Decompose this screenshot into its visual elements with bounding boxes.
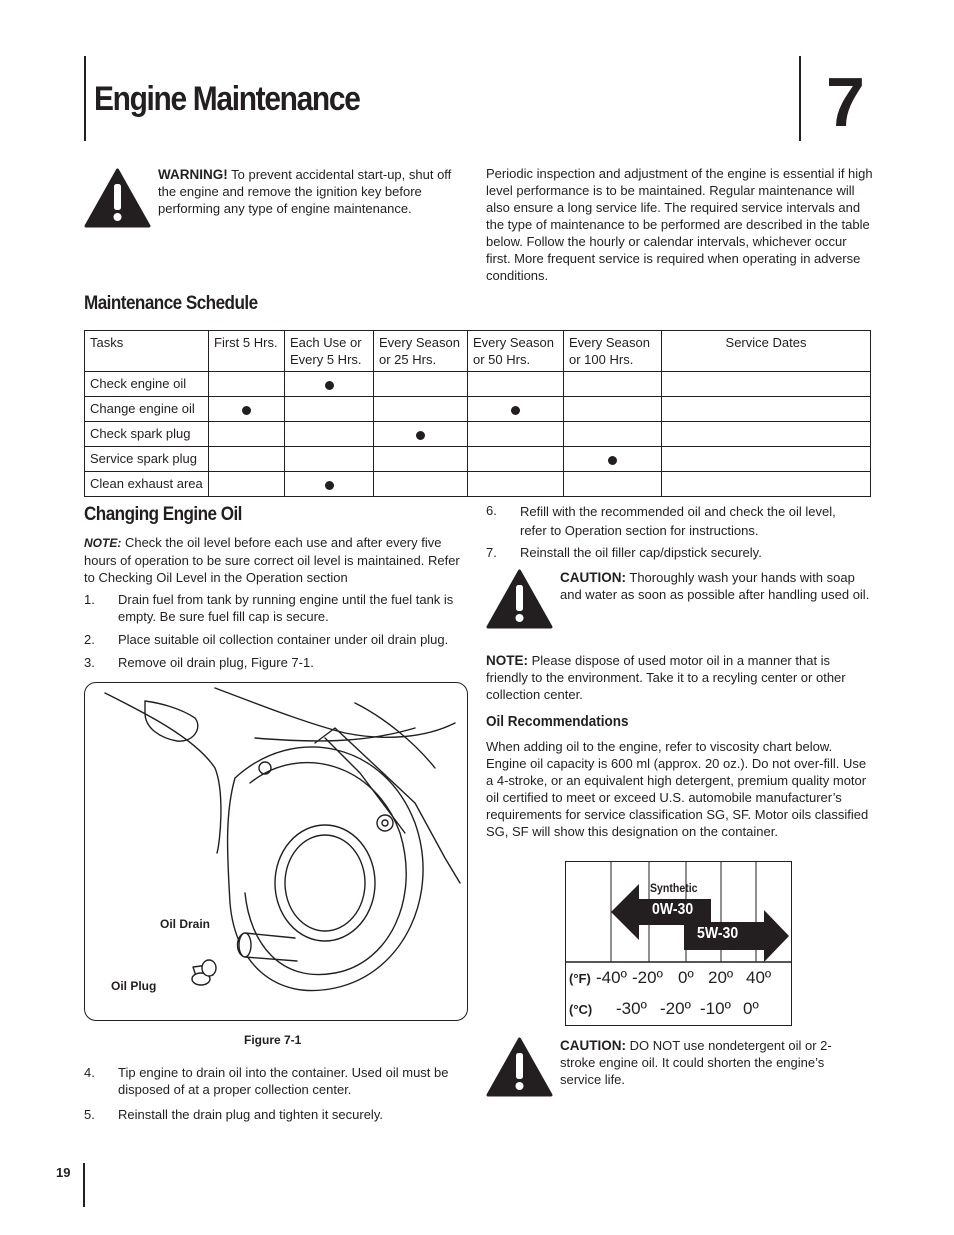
- column-header: Service Dates: [662, 331, 871, 372]
- schedule-cell: [209, 422, 285, 447]
- column-header: Every Season or 25 Hrs.: [374, 331, 468, 372]
- fahrenheit-label: (°F): [569, 971, 591, 986]
- oil-0w30-label: 0W-30: [652, 901, 694, 918]
- changing-oil-heading: Changing Engine Oil: [84, 504, 242, 525]
- figure-caption: Figure 7-1: [244, 1033, 302, 1047]
- caution-text: CAUTION: DO NOT use nondetergent oil or 2-stroke engine oil. It could shorten the engine’s service life.: [560, 1038, 832, 1087]
- service-date-cell: [662, 372, 871, 397]
- service-date-cell: [662, 472, 871, 497]
- service-date-cell: [662, 422, 871, 447]
- scheduled-dot: [242, 406, 251, 415]
- note-label: NOTE:: [84, 536, 122, 550]
- schedule-cell: [209, 372, 285, 397]
- column-header: Every Season or 100 Hrs.: [564, 331, 662, 372]
- step-item: 4. Tip engine to drain oil into the container. Used oil must be disposed of at a proper collection center.: [84, 1065, 449, 1097]
- engine-illustration: [85, 683, 467, 1020]
- note-label: NOTE:: [486, 653, 528, 668]
- warning-icon: [84, 168, 151, 228]
- page-title: Engine Maintenance: [94, 80, 360, 118]
- column-header: Every Season or 50 Hrs.: [468, 331, 564, 372]
- task-cell: Check engine oil: [85, 372, 209, 397]
- scheduled-dot: [511, 406, 520, 415]
- schedule-cell: [374, 447, 468, 472]
- schedule-cell: [285, 447, 374, 472]
- schedule-cell: [564, 372, 662, 397]
- task-cell: Change engine oil: [85, 397, 209, 422]
- table-row: [85, 422, 871, 447]
- fahrenheit-tick: 0º: [678, 968, 694, 987]
- schedule-cell: [468, 422, 564, 447]
- disposal-note: NOTE: Please dispose of used motor oil in a manner that is friendly to the environment. Take it to a recyling center or other collection center.: [486, 653, 846, 702]
- fahrenheit-tick: -40º: [596, 968, 627, 987]
- service-date-cell: [662, 447, 871, 472]
- maintenance-schedule-table: [84, 330, 871, 497]
- step-item: 2. Place suitable oil collection container under oil drain plug.: [84, 632, 449, 647]
- celsius-tick: -20º: [660, 999, 691, 1018]
- page-number: 19: [56, 1165, 71, 1180]
- celsius-tick: -30º: [616, 999, 647, 1018]
- table-row: [85, 372, 871, 397]
- schedule-heading: Maintenance Schedule: [84, 293, 258, 314]
- oil-recommendations-text: When adding oil to the engine, refer to viscosity chart below. Engine oil capacity is 600 ml (approx. 20 oz.). Do not over-fill. Use a 4-stroke, or an equivalent high detergent, premium quality motor oil certified to meet or exceed U.S. automobile manufacturer’s requirements for service classification SG, SF. Motor oils classified SG, SF will show this designation on the container.: [486, 739, 869, 839]
- header-rule-right: [799, 56, 801, 141]
- viscosity-chart: [565, 861, 792, 1026]
- step-item: 5. Reinstall the drain plug and tighten it securely.: [84, 1107, 383, 1122]
- schedule-cell: [468, 447, 564, 472]
- caution-label: CAUTION:: [560, 1038, 626, 1053]
- schedule-cell: [209, 472, 285, 497]
- table-row: [85, 397, 871, 422]
- schedule-cell: [468, 372, 564, 397]
- table-header-row: [85, 331, 871, 372]
- fahrenheit-tick: 40º: [746, 968, 772, 987]
- schedule-cell: [374, 372, 468, 397]
- oil-plug-label: Oil Plug: [111, 979, 157, 993]
- schedule-cell: [468, 397, 564, 422]
- celsius-label: (°C): [569, 1002, 593, 1017]
- column-header: Each Use or Every 5 Hrs.: [285, 331, 374, 372]
- scheduled-dot: [608, 456, 617, 465]
- intro-paragraph: Periodic inspection and adjustment of the engine is essential if high level performance is to be maintained. Regular maintenance will also ensure a long service life. The required service intervals and the type of maintenance to be performed are described in the table below. Follow the hourly or calendar intervals, whichever occur first. More frequent service is required when operating in adverse conditions.: [486, 166, 873, 283]
- schedule-cell: [209, 447, 285, 472]
- footer-rule: [83, 1163, 85, 1207]
- warning-label: WARNING!: [158, 167, 228, 182]
- celsius-tick: 0º: [743, 999, 759, 1018]
- table-row: [85, 472, 871, 497]
- oil-5w30-label: 5W-30: [697, 925, 739, 942]
- caution-icon: [486, 1037, 553, 1097]
- schedule-cell: [564, 472, 662, 497]
- scheduled-dot: [325, 481, 334, 490]
- step-item: 7. Reinstall the oil filler cap/dipstick securely.: [486, 545, 762, 560]
- caution-text: CAUTION: Thoroughly wash your hands with soap and water as soon as possible after handling used oil.: [560, 570, 870, 602]
- fahrenheit-tick: 20º: [708, 968, 734, 987]
- task-cell: Service spark plug: [85, 447, 209, 472]
- step-item: 6. Refill with the recommended oil and check the oil level, refer to Operation section for instructions.: [486, 503, 836, 538]
- schedule-cell: [374, 472, 468, 497]
- scheduled-dot: [416, 431, 425, 440]
- oil-recommendations-heading: Oil Recommendations: [486, 713, 629, 730]
- schedule-cell: [285, 372, 374, 397]
- schedule-cell: [285, 472, 374, 497]
- task-cell: Check spark plug: [85, 422, 209, 447]
- changing-note: NOTE: Check the oil level before each use and after every five hours of operation to be sure correct oil level is maintained. Refer to Checking Oil Level in the Operation section: [84, 535, 460, 585]
- celsius-tick: -10º: [700, 999, 731, 1018]
- schedule-cell: [564, 397, 662, 422]
- table-row: [85, 447, 871, 472]
- schedule-cell: [468, 472, 564, 497]
- schedule-cell: [564, 422, 662, 447]
- schedule-cell: [374, 422, 468, 447]
- column-header: First 5 Hrs.: [209, 331, 285, 372]
- service-date-cell: [662, 397, 871, 422]
- schedule-cell: [209, 397, 285, 422]
- oil-drain-label: Oil Drain: [160, 917, 211, 931]
- figure-oil-drain: [84, 682, 468, 1021]
- step-item: 1. Drain fuel from tank by running engine until the fuel tank is empty. Be sure fuel fill cap is secure.: [84, 592, 454, 624]
- scheduled-dot: [325, 381, 334, 390]
- header-rule-left: [84, 56, 86, 141]
- fahrenheit-tick: -20º: [632, 968, 663, 987]
- caution-icon: [486, 569, 553, 629]
- schedule-cell: [374, 397, 468, 422]
- column-header: Tasks: [85, 331, 209, 372]
- schedule-cell: [564, 447, 662, 472]
- schedule-cell: [285, 422, 374, 447]
- chapter-number: 7: [826, 63, 865, 141]
- warning-text: WARNING! To prevent accidental start-up, shut off the engine and remove the ignition key before performing any type of engine maintenance.: [158, 167, 452, 216]
- synthetic-label: Synthetic: [650, 881, 698, 895]
- step-item: 3. Remove oil drain plug, Figure 7-1.: [84, 655, 314, 670]
- caution-label: CAUTION:: [560, 570, 626, 585]
- schedule-cell: [285, 397, 374, 422]
- task-cell: Clean exhaust area: [85, 472, 209, 497]
